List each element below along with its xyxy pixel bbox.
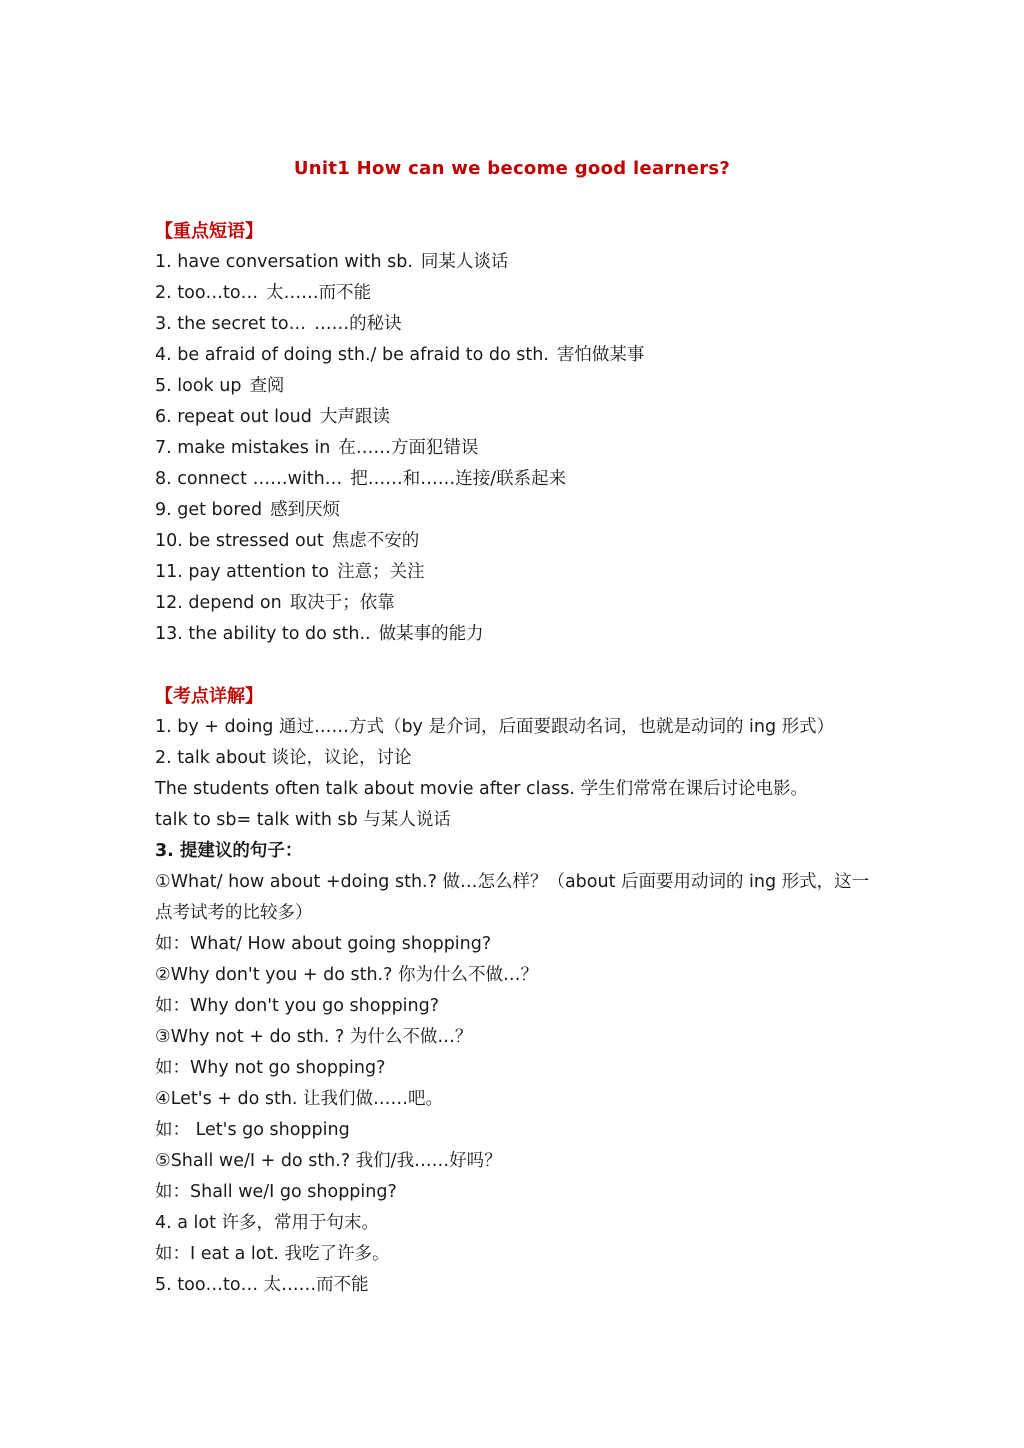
phrase-item	[155, 526, 875, 557]
phrase-item	[155, 464, 875, 495]
phrase-en: 2. too…to…	[155, 283, 259, 303]
phrase-cn: 注意；关注	[337, 562, 425, 582]
phrase-cn: 感到厌烦	[270, 500, 341, 520]
suggestion-example: 如：Why don't you go shopping?	[155, 996, 440, 1016]
phrase-cn: 大声跟读	[319, 407, 390, 427]
phrase-cn: 把……和……连接/联系起来	[350, 469, 567, 489]
phrase-item	[155, 247, 875, 278]
phrase-item	[155, 495, 875, 526]
phrase-en: 8. connect ……with…	[155, 469, 343, 489]
suggestion-example: 如：What/ How about going shopping?	[155, 934, 492, 954]
phrase-en: 11. pay attention to	[155, 562, 330, 582]
phrase-cn: 害怕做某事	[556, 345, 645, 365]
suggestion-example: 如： Let's go shopping	[155, 1120, 350, 1140]
phrase-en: 3. the secret to…	[155, 314, 307, 334]
phrase-en: 7. make mistakes in	[155, 438, 331, 458]
phrase-item	[155, 433, 875, 464]
phrase-item	[155, 588, 875, 619]
suggestion-example: 如：Why not go shopping?	[155, 1058, 386, 1078]
phrase-cn: 在……方面犯错误	[338, 438, 479, 458]
document-body	[155, 216, 875, 1301]
details-heading: 【考点详解】	[155, 686, 263, 707]
phrase-cn: 太……而不能	[266, 283, 372, 303]
phrase-cn: 同某人谈话	[420, 252, 509, 272]
detail-line: 5. too…to… 太……而不能	[155, 1275, 369, 1295]
suggestion-line: ②Why don't you + do sth.? 你为什么不做…？	[155, 965, 538, 985]
phrase-en: 4. be afraid of doing sth./ be afraid to do sth.	[155, 345, 549, 365]
phrase-cn: 取决于；依靠	[289, 593, 395, 613]
detail-line: 2. talk about 谈论，议论，讨论	[155, 748, 412, 768]
phrase-cn: 做某事的能力	[378, 624, 484, 644]
phrase-en: 9. get bored	[155, 500, 263, 520]
document-title: Unit1 How can we become good learners?	[293, 158, 731, 179]
phrase-cn: 焦虑不安的	[331, 531, 420, 551]
phrase-cn: 查阅	[249, 376, 285, 396]
detail-example: 如：I eat a lot. 我吃了许多。	[155, 1244, 390, 1264]
detail-line: talk to sb= talk with sb 与某人说话	[155, 810, 451, 830]
suggestion-line: ④Let's + do sth. 让我们做……吧。	[155, 1089, 444, 1109]
detail-line: The students often talk about movie after class. 学生们常常在课后讨论电影。	[155, 779, 809, 799]
phrase-en: 12. depend on	[155, 593, 282, 613]
phrase-item	[155, 340, 875, 371]
phrase-cn: ……的秘诀	[314, 314, 402, 334]
phrase-item	[155, 402, 875, 433]
phrase-item	[155, 619, 875, 650]
phrase-en: 5. look up	[155, 376, 242, 396]
phrases-heading: 【重点短语】	[155, 221, 263, 242]
section-spacer	[155, 650, 875, 681]
suggestion-line: ③Why not + do sth. ? 为什么不做…？	[155, 1027, 473, 1047]
phrase-en: 1. have conversation with sb.	[155, 252, 413, 272]
suggestion-example: 如：Shall we/I go shopping?	[155, 1182, 397, 1202]
phrase-en: 13. the ability to do sth..	[155, 624, 371, 644]
detail-line: 1. by + doing 通过……方式（by 是介词，后面要跟动名词，也就是动词的 ing 形式）	[155, 717, 835, 737]
suggestion-line: ①What/ how about +doing sth.? 做…怎么样？（about 后面要用动词的 ing 形式，这一点考试考的比较多）	[155, 872, 870, 923]
suggestions-subheading: 3. 提建议的句子：	[155, 841, 303, 861]
detail-line: 4. a lot 许多，常用于句末。	[155, 1213, 380, 1233]
phrase-item	[155, 371, 875, 402]
phrase-en: 10. be stressed out	[155, 531, 324, 551]
phrase-item	[155, 557, 875, 588]
phrase-item	[155, 278, 875, 309]
phrase-en: 6. repeat out loud	[155, 407, 312, 427]
suggestion-line: ⑤Shall we/I + do sth.? 我们/我……好吗？	[155, 1151, 502, 1171]
phrase-item	[155, 309, 875, 340]
